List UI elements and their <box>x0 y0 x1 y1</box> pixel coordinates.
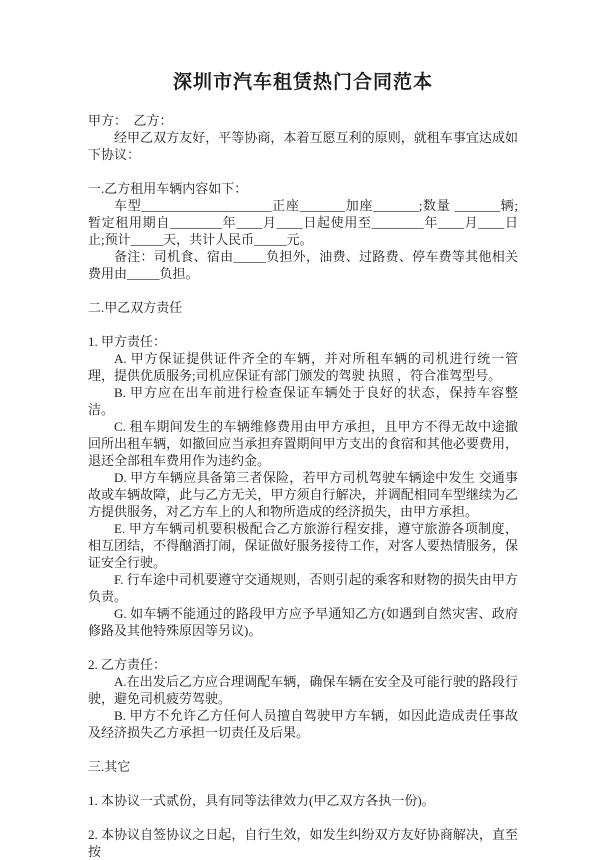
party-a-duties-heading: 1. 甲方责任： <box>88 334 167 349</box>
remark-paragraph: 备注：司机食、宿由_____负担外，油费、过路费、停车费等其他相关费用由_____负担。 <box>88 249 518 281</box>
intro-paragraph: 经甲乙双方友好，平等协商，本着互愿互利的原则，就租车事宜达成如下协议： <box>88 130 518 162</box>
party-a-item-a: A. 甲方保证提供证件齐全的车辆，并对所租车辆的司机进行统一管理，提供优质服务;司机应保证有部门颁发的驾驶 执照 ，符合准驾型号。 <box>88 351 518 383</box>
section-other-heading: 三.其它 <box>88 759 131 774</box>
section-rental-heading: 一.乙方租用车辆内容如下： <box>88 181 248 196</box>
party-b-item-a: A.在出发后乙方应合理调配车辆，确保车辆在安全及可能行驶的路段行驶，避免司机疲劳驾驶。 <box>88 674 518 706</box>
vehicle-details-paragraph: 车型____________________正座_______加座_______;数量 _______辆;暂定租用期自________年____月____日起使用至________年____月____日止;预计_____天，共计人民币_____元。 <box>88 198 518 247</box>
party-a-item-g: G. 如车辆不能通过的路段甲方应予早通知乙方(如遇到自然灾害、政府修路及其他特殊原因等另议)。 <box>88 606 518 638</box>
other-item-2: 2. 本协议自签协议之日起，自行生效，如发生纠纷双方友好协商解决，直至按 <box>88 827 518 859</box>
other-item-1: 1. 本协议一式贰份，具有同等法律效力(甲乙双方各执一份)。 <box>88 793 435 808</box>
party-a-item-d: D. 甲方车辆应具备第三者保险，若甲方司机驾驶车辆途中发生 交通事故或车辆故障，此与乙方无关，甲方须自行解决，并调配相同车型继续为乙方提供服务，对乙方车上的人和物所造成的经济损失，由甲方承担。 <box>88 470 518 519</box>
parties-line: 甲方： 乙方： <box>88 113 173 128</box>
party-a-item-b: B. 甲方应在出车前进行检查保证车辆处于良好的状态，保持车容整洁。 <box>88 385 518 417</box>
document-title: 深圳市汽车租赁热门合同范本 <box>172 72 433 93</box>
party-a-item-f: F. 行车途中司机要遵守交通规则，否则引起的乘客和财物的损失由甲方负责。 <box>88 572 518 604</box>
party-a-item-c: C. 租车期间发生的车辆维修费用由甲方承担，且甲方不得无故中途撤回所出租车辆，如撤回应当承担弃置期间甲方支出的食宿和其他必要费用，退还全部租车费用作为违约金。 <box>88 419 518 468</box>
section-duties-heading: 二.甲乙双方责任 <box>88 300 183 315</box>
party-b-duties-heading: 2. 乙方责任： <box>88 657 167 672</box>
party-b-item-b: B. 甲方不允许乙方任何人员擅自驾驶甲方车辆，如因此造成责任事故及经济损失乙方承担一切责任及后果。 <box>88 708 518 740</box>
party-a-item-e: E. 甲方车辆司机要积极配合乙方旅游行程安排，遵守旅游各项制度，相互团结，不得酗酒打闹，保证做好服务接待工作，对客人要热情服务，保证安全行驶。 <box>88 521 518 570</box>
